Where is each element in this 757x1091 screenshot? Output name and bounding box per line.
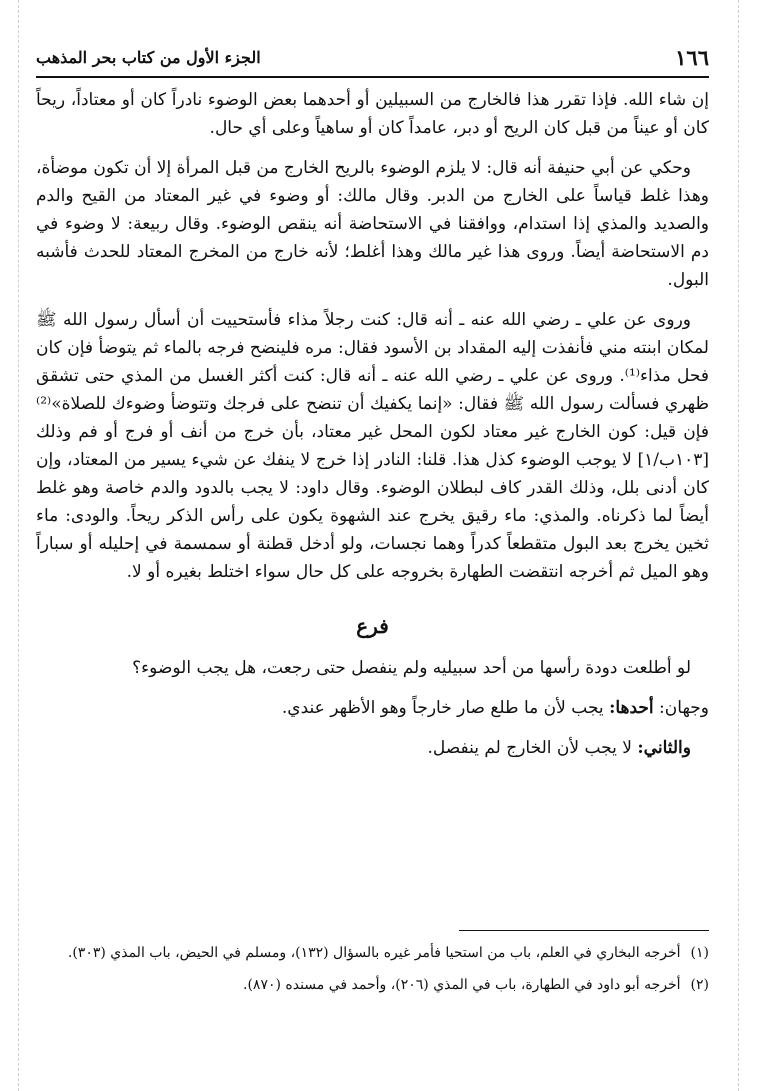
first-view-label: أحدها:: [609, 698, 654, 718]
main-text: [36, 86, 709, 774]
footnote-text: أخرجه أبو داود في الطهارة، باب في المذي (٢٠٦)، وأحمد في مسنده (٨٧٠).: [243, 977, 681, 993]
margin-guide-left: [18, 0, 19, 1091]
footnote-number: (١): [690, 945, 709, 961]
page-number: ١٦٦: [675, 44, 709, 70]
page-header: [36, 40, 709, 74]
footnote-number: (٢): [690, 977, 709, 993]
paragraph-1: إن شاء الله. فإذا تقرر هذا فالخارج من السبيلين أو أحدهما بعض الوضوء نادراً كان أو معتاداً، ريحاً كان أو عيناً من قبل كان الريح أو دبر، عامداً كان أو ساهياً وعلى أي حال.: [36, 90, 709, 138]
first-view-prefix: وجهان:: [659, 698, 709, 718]
section-heading: فرع: [356, 614, 389, 638]
section-question: لو أطلعت دودة رأسها من أحد سبيليه ولم ينفصل حتى رجعت، هل يجب الوضوء؟: [132, 658, 691, 678]
first-view: [36, 694, 709, 722]
second-view-label: والثاني:: [637, 738, 691, 758]
first-view-text: يجب لأن ما طلع صار خارجاً وهو الأظهر عندي.: [281, 698, 604, 718]
footnote-1: [36, 940, 709, 966]
header-rule: [36, 76, 709, 78]
footnotes: [36, 940, 709, 1004]
footnote-2: [36, 972, 709, 998]
paragraph-2: وحكي عن أبي حنيفة أنه قال: لا يلزم الوضوء بالريح الخارج من قبل المرأة إلا أن تكون موضأة، وهذا غلط قياساً على الخارج من الدبر. وقال مالك: أو وضوء في غير المعتاد من القيح والدم والصديد والمذي إذا استدام، ووافقنا في الاستحاضة أنه ينقص الوضوء. وقال ربيعة: لا وضوء في دم الاستحاضة أيضاً. وروى هذا غير مالك وهذا أغلط؛ لأنه خارج من المخرج المعتاد للحدث فأشبه البول.: [36, 158, 709, 290]
running-title: الجزء الأول من كتاب بحر المذهب: [36, 47, 261, 67]
paragraph-3: وروى عن علي ـ رضي الله عنه ـ أنه قال: كنت رجلاً مذاء فأستحييت أن أسأل رسول الله ﷺ لمكان ابنته مني فأنفذت إليه المقداد بن الأسود فقال: مره فلينضح فرجه بالماء ثم يتوضأ فإن كان فحل مذاء⁽¹⁾. وروى عن علي ـ رضي الله عنه ـ أنه قال: كنت أكثر الغسل من المذي حتى تشقق ظهري فسألت رسول الله ﷺ فقال: «إنما يكفيك أن تنضح على فرجك وتتوضأ وضوءك للصلاة»⁽²⁾ فإن قيل: كون الخارج غير معتاد لكون المحل غير معتاد، بأن خرج من أنف أو فرج أو فم وذلك [١٠٣ب/١] لا يوجب الوضوء كذل هذا. قلنا: النادر إذا خرج لا ينفك عن شيء يسير من المعتاد، وإن كان أدنى بلل، وذلك القدر كاف لبطلان الوضوء. وقال داود: لا يجب بالدود والدم خاصة وهو غلط أيضاً لما ذكرناه. والمذي: ماء رقيق يخرج عند الشهوة يكون على رأس الذكر ريحاً. والودى: ماء ثخين يخرج بعد البول متقطعاً كدراً وهما نجسات، ولو أدخل قطنة أو سمسمة في إحليله أو سباراً وهو الميل ثم أخرجه انتقضت الطهارة بخروجه على كل حال سواء اختلط بغيره أو لا.: [36, 310, 709, 582]
footnote-rule: [459, 930, 709, 931]
footnote-text: أخرجه البخاري في العلم، باب من استحيا فأمر غيره بالسؤال (١٣٢)، ومسلم في الحيض، باب المذي (٣٠٣).: [67, 945, 681, 961]
second-view: [36, 734, 709, 762]
second-view-text: لا يجب لأن الخارج لم ينفصل.: [427, 738, 632, 758]
margin-guide-right: [738, 0, 739, 1091]
